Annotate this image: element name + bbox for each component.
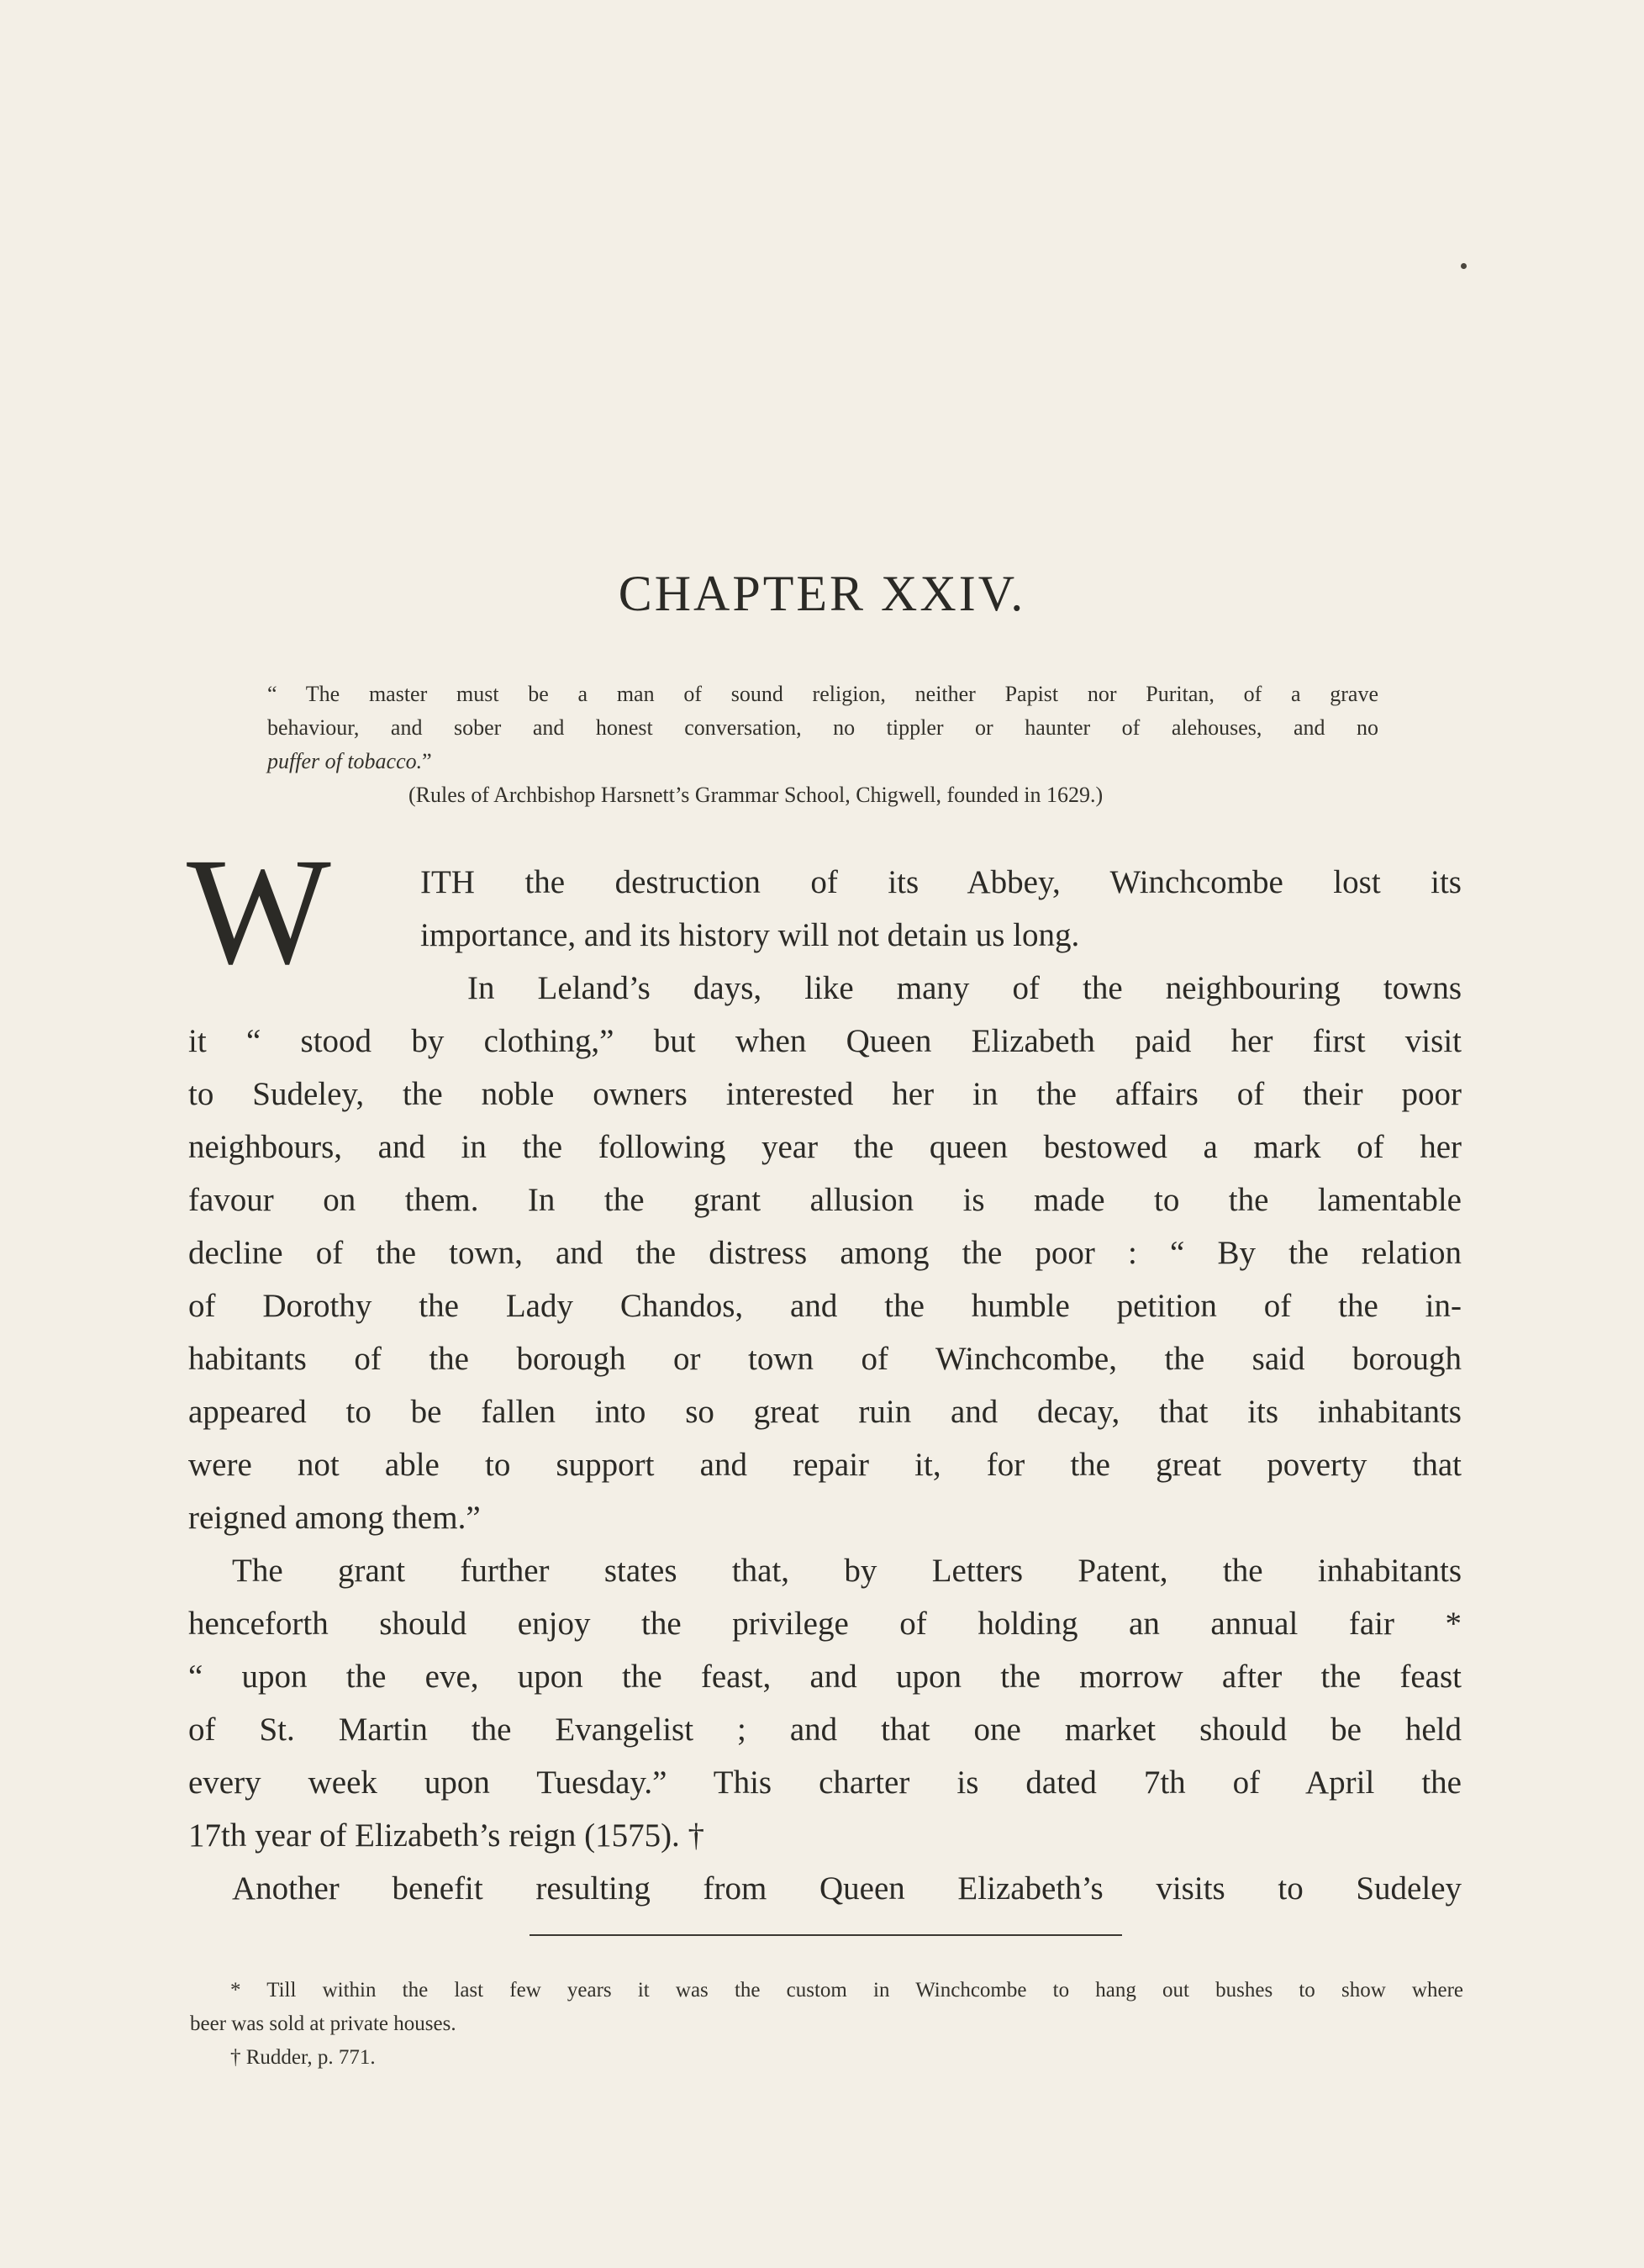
- body-line: appeared to be fallen into so great ruin and decay, that its inhabitants: [188, 1394, 1462, 1430]
- epigraph-line: behaviour, and sober and honest conversation, no tippler or haunter of alehouses, and no: [267, 715, 1378, 740]
- body-line: to Sudeley, the noble owners interested her in the affairs of their poor: [188, 1076, 1462, 1112]
- footnote-star-continued: beer was sold at private houses.: [190, 2012, 456, 2035]
- body-line: were not able to support and repair it, for the great poverty that: [188, 1447, 1462, 1483]
- footnote-dagger: † Rudder, p. 771.: [230, 2046, 376, 2069]
- chapter-title: CHAPTER XXIV.: [618, 566, 1026, 621]
- epigraph-source: (Rules of Archbishop Harsnett’s Grammar School, Chigwell, founded in 1629.): [408, 783, 1104, 807]
- body-line: of Dorothy the Lady Chandos, and the humble petition of the in-: [188, 1288, 1462, 1324]
- drop-cap-letter: W: [187, 827, 331, 996]
- body-line: 17th year of Elizabeth’s reign (1575). †: [188, 1817, 705, 1854]
- body-line: habitants of the borough or town of Winchcombe, the said borough: [188, 1341, 1462, 1377]
- body-line: decline of the town, and the distress among the poor : “ By the relation: [188, 1235, 1462, 1271]
- body-line: henceforth should enjoy the privilege of holding an annual fair *: [188, 1606, 1462, 1642]
- body-line: ITH the destruction of its Abbey, Winchcombe lost its: [420, 864, 1462, 900]
- footnotes: [190, 1974, 1463, 2075]
- body-line: every week upon Tuesday.” This charter is dated 7th of April the: [188, 1764, 1462, 1801]
- body-line: it “ stood by clothing,” but when Queen Elizabeth paid her first visit: [188, 1023, 1462, 1059]
- body-line: reigned among them.”: [188, 1500, 481, 1536]
- epigraph-italic-phrase: puffer of tobacco.: [267, 749, 423, 773]
- page-speck: [1461, 263, 1467, 269]
- epigraph-closing-quote: ”: [422, 749, 432, 773]
- epigraph-line: [267, 745, 1378, 778]
- body-text: [188, 856, 1462, 1915]
- epigraph: [267, 678, 1378, 812]
- body-line: neighbours, and in the following year the queen bestowed a mark of her: [188, 1129, 1462, 1165]
- footnote-star: * Till within the last few years it was the custom in Winchcombe to hang out bushes to show where: [230, 1979, 1463, 2002]
- epigraph-line: “ The master must be a man of sound religion, neither Papist nor Puritan, of a grave: [267, 682, 1378, 706]
- footnote-divider: [530, 1934, 1122, 1936]
- body-line: In Leland’s days, like many of the neighbouring towns: [467, 970, 1462, 1006]
- body-line: favour on them. In the grant allusion is made to the lamentable: [188, 1182, 1462, 1218]
- body-line: The grant further states that, by Letters Patent, the inhabitants: [232, 1553, 1462, 1589]
- body-line: “ upon the eve, upon the feast, and upon the morrow after the feast: [188, 1659, 1462, 1695]
- body-line: of St. Martin the Evangelist ; and that one market should be held: [188, 1712, 1462, 1748]
- body-line: importance, and its history will not detain us long.: [420, 917, 1080, 953]
- body-line: Another benefit resulting from Queen Elizabeth’s visits to Sudeley: [232, 1870, 1462, 1907]
